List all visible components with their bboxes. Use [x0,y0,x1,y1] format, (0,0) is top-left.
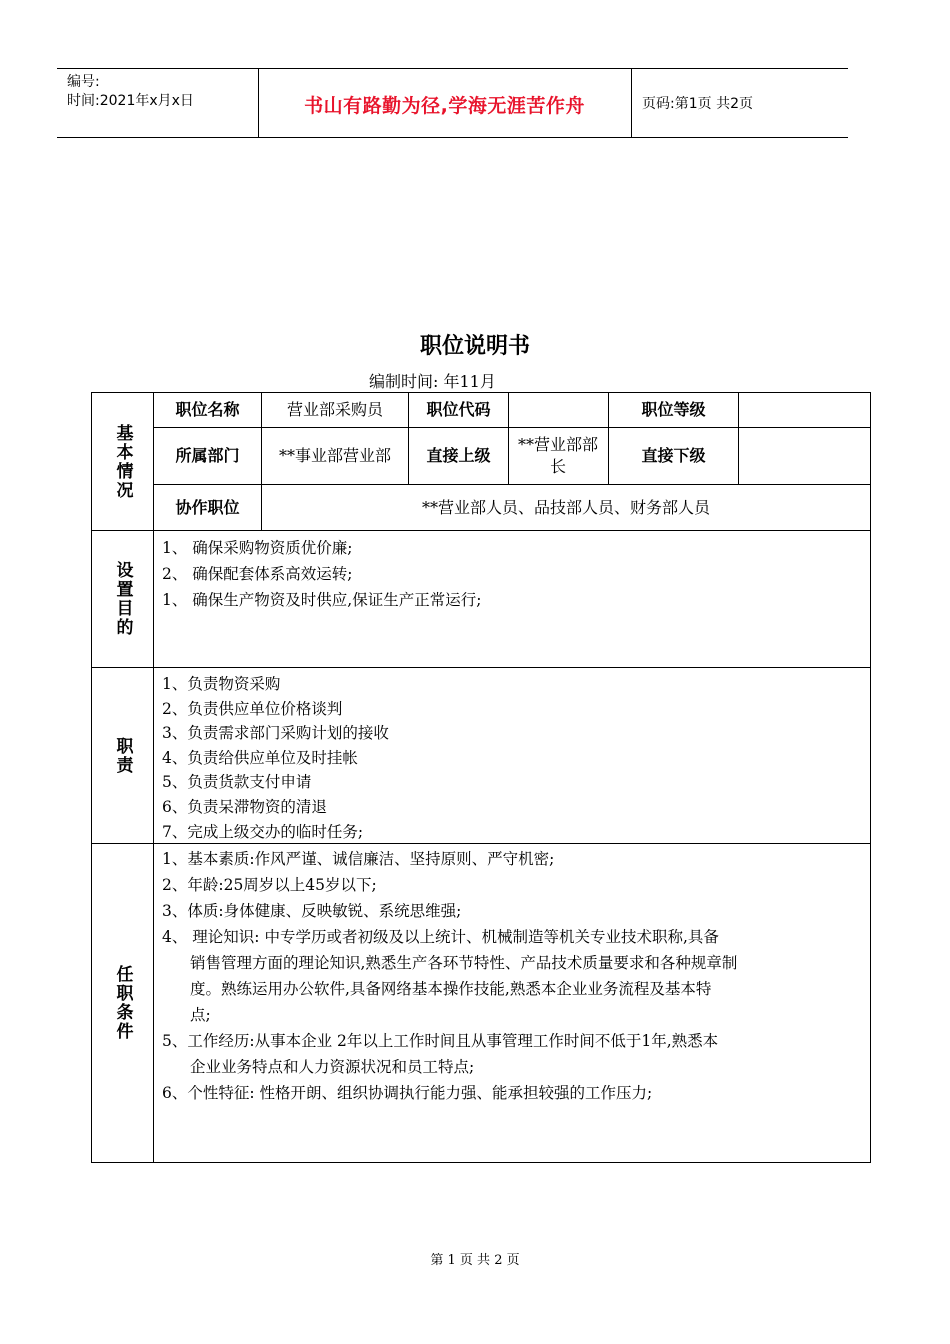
list-item: 3、负责需求部门采购计划的接收 [162,724,389,743]
list-item: 1、 确保采购物资质优价廉; [162,539,353,557]
header-motto: 书山有路勤为径,学海无涯苦作舟 [304,95,585,117]
header-divider [631,69,632,137]
page-header [57,68,848,138]
header-meta [67,73,194,111]
position-code-value [509,393,608,427]
table-line [91,1162,871,1163]
department-value: **事业部营业部 [278,446,391,465]
department-label: 所属部门 [175,446,240,465]
subordinate-value [739,428,870,484]
table-line [91,667,871,668]
list-item: 2、 确保配套体系高效运转; [162,565,353,583]
list-item: 企业业务特点和人力资源状况和员工特点; [190,1058,475,1076]
purpose-list [162,535,481,613]
list-item: 6、个性特征: 性格开朗、组织协调执行能力强、能承担较强的工作压力; [162,1084,653,1102]
duties-list [162,672,389,844]
list-item: 2、负责供应单位价格谈判 [162,699,343,718]
compiled-date: 编制时间: 年11月 [369,372,496,391]
section-purpose-label: 设置目的 [112,561,133,637]
list-item: 4、 理论知识: 中专学历或者初级及以上统计、机械制造等机关专业技术职称,具备 [162,928,719,946]
section-qualifications-label: 任职条件 [112,965,133,1041]
list-item: 1、 确保生产物资及时供应,保证生产正常运行; [162,591,482,609]
list-item: 5、工作经历:从事本企业 2年以上工作时间且从事管理工作时间不低于1年,熟悉本 [162,1032,719,1050]
position-grade-value [739,393,870,427]
list-item: 2、年龄:25周岁以上45岁以下; [162,876,377,894]
list-item: 3、体质:身体健康、反映敏锐、系统思维强; [162,902,462,920]
section-duties-label: 职责 [112,736,133,775]
header-time: 时间:2021年x月x日 [67,93,194,109]
list-item: 度。熟练运用办公软件,具备网络基本操作技能,熟悉本企业业务流程及基本特 [190,980,712,998]
cooperation-value: **营业部人员、品技部人员、财务部人员 [421,497,710,517]
position-name-value: 营业部采购员 [286,400,383,419]
header-number: 编号: [67,74,100,90]
position-code-label: 职位代码 [426,400,491,419]
cooperation-label: 协作职位 [175,497,240,517]
page-footer: 第 1 页 共 2 页 [430,1253,520,1268]
subordinate-label: 直接下级 [641,446,706,465]
document-title: 职位说明书 [419,334,530,359]
list-item: 7、完成上级交办的临时任务; [162,822,364,841]
header-page-info: 页码:第1页 共2页 [642,96,753,112]
position-name-label: 职位名称 [175,400,240,419]
list-item: 5、负责货款支付申请 [162,773,312,792]
list-item: 销售管理方面的理论知识,熟悉生产各环节特性、产品技术质量要求和各种规章制 [190,954,738,972]
table-line [870,392,871,1163]
position-grade-label: 职位等级 [641,400,706,419]
list-item: 点; [190,1006,211,1024]
section-basic-label: 基本情况 [112,423,133,500]
list-item: 1、基本素质:作风严谨、诚信廉洁、坚持原则、严守机密; [162,850,555,868]
list-item: 4、负责给供应单位及时挂帐 [162,748,358,767]
list-item: 6、负责呆滞物资的清退 [162,797,327,816]
table-line [91,530,871,531]
list-item: 1、负责物资采购 [162,675,281,693]
superior-value: **营业部部长 [517,435,598,476]
superior-label: 直接上级 [426,446,491,465]
qualifications-list [162,846,862,1106]
